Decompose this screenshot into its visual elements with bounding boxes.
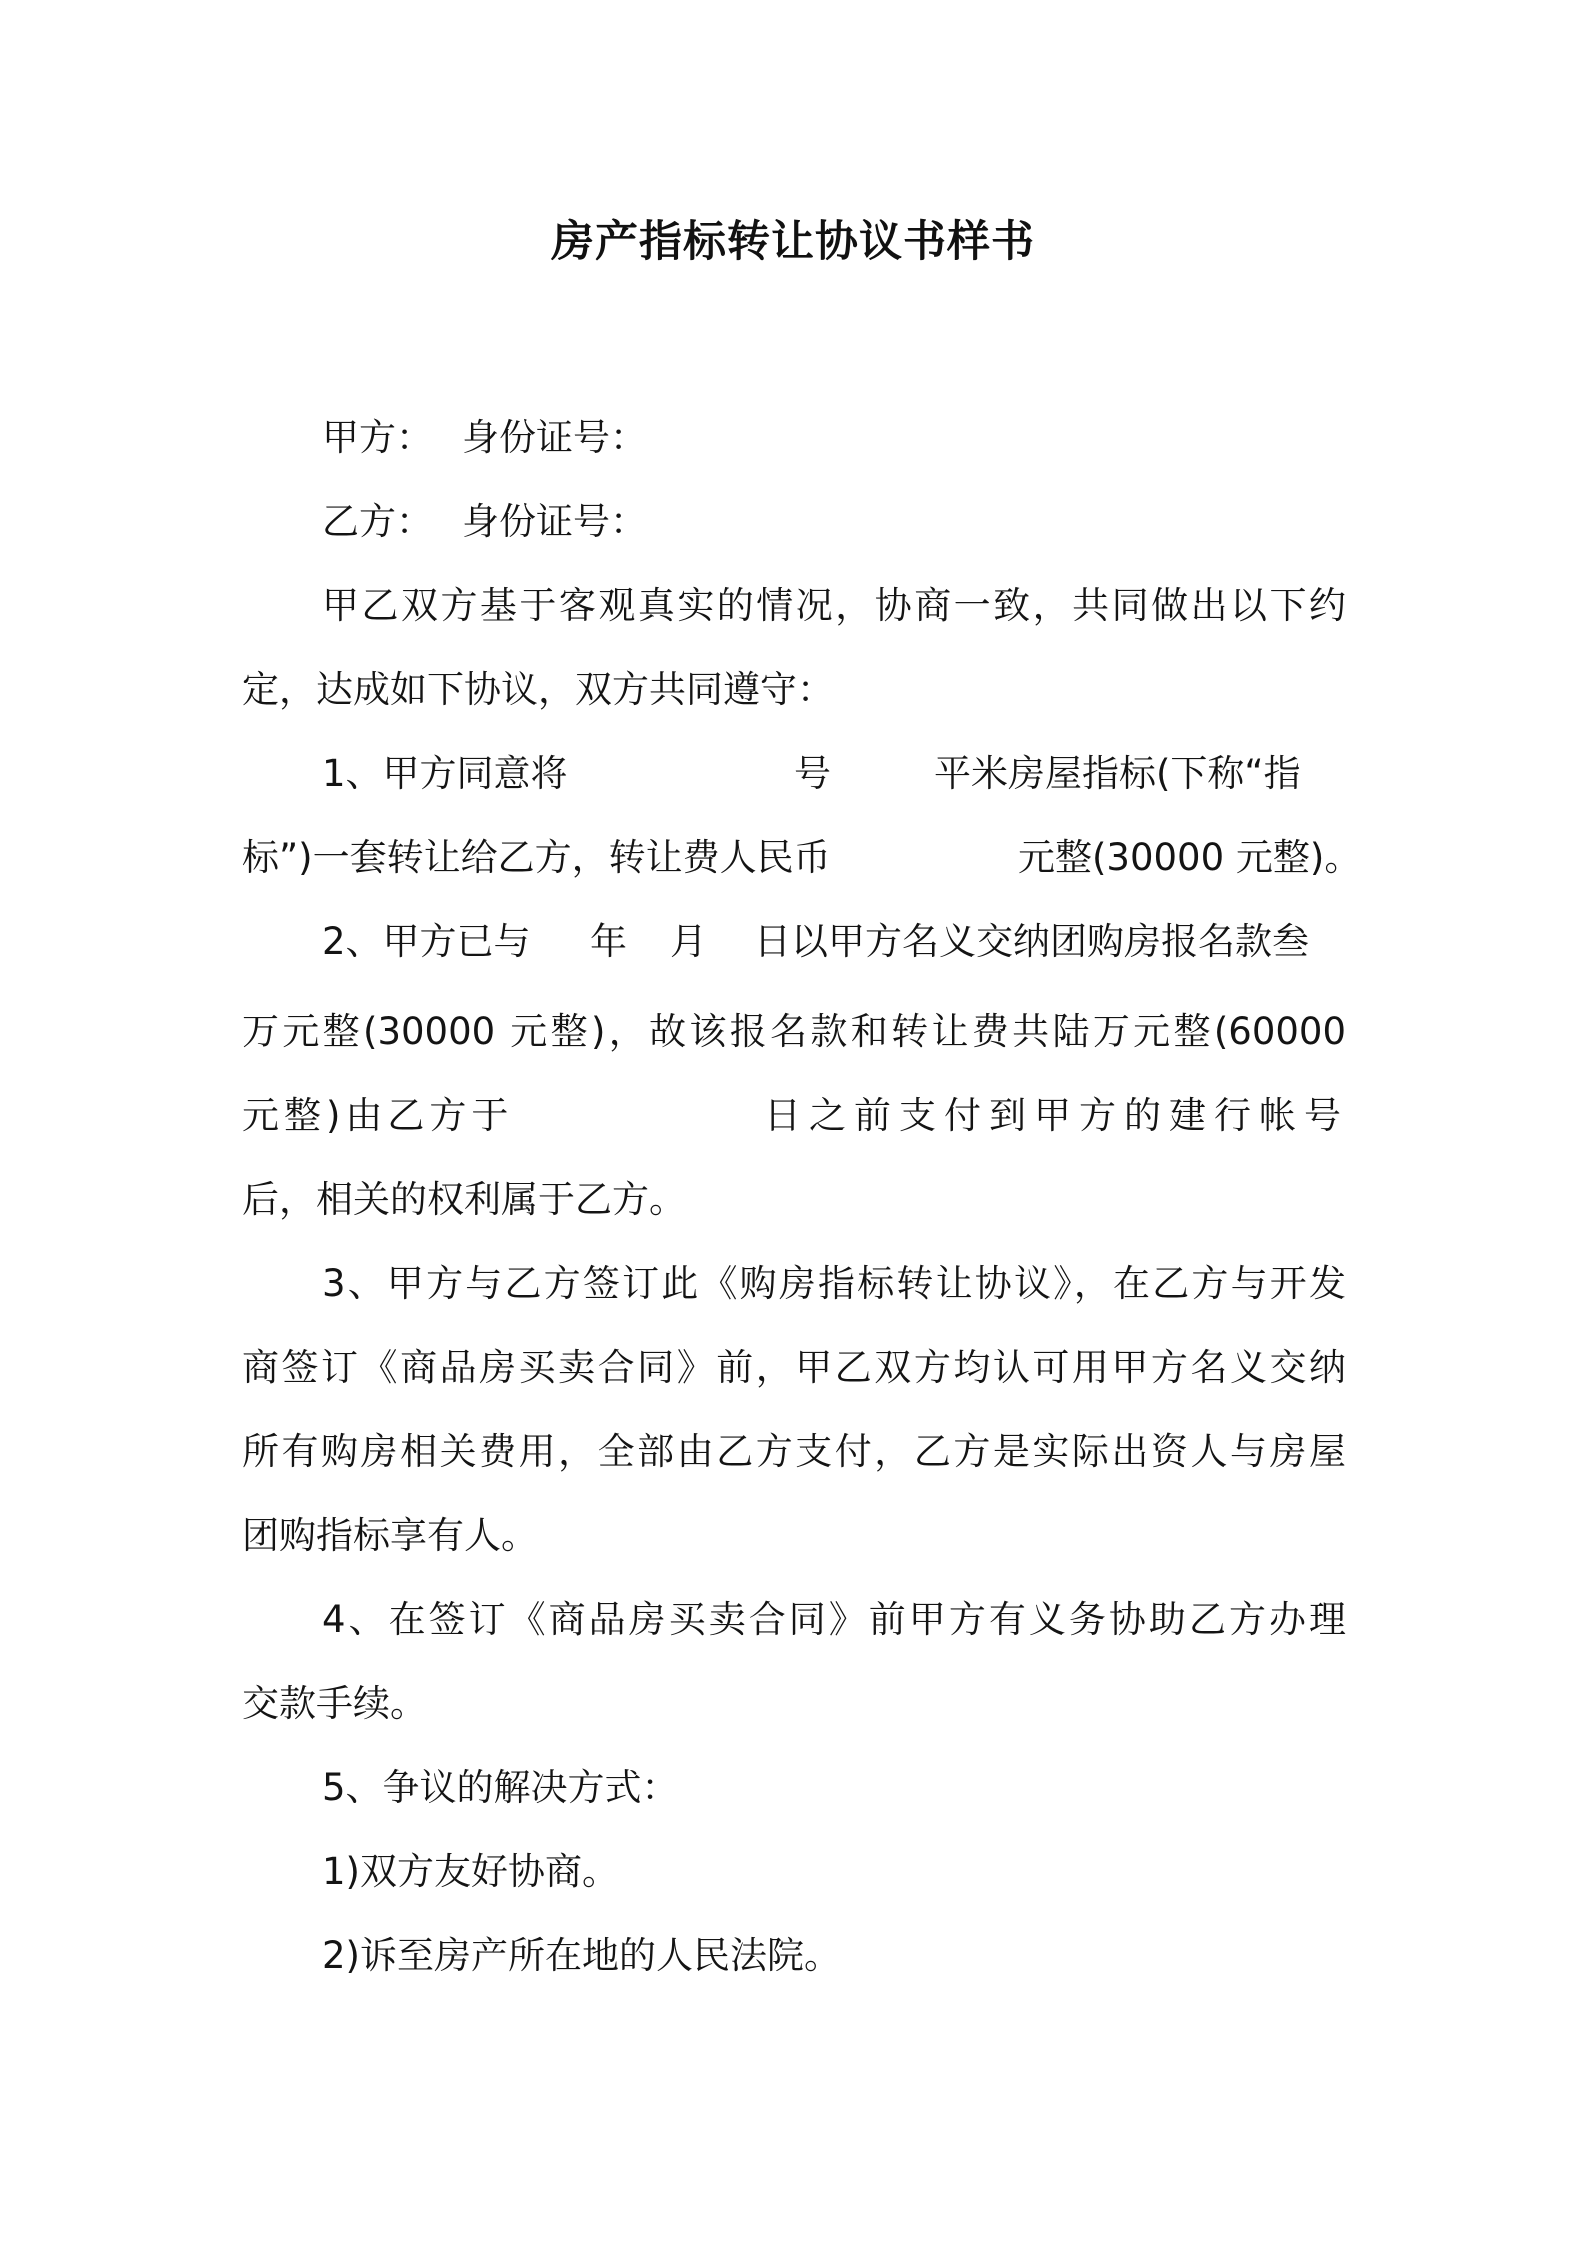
clause-2-year: 年 — [590, 920, 627, 963]
party-a-id-label: 身份证号： — [462, 416, 647, 459]
clause-2-line-4: 后，相关的权利属于乙方。 — [242, 1178, 686, 1221]
party-a-label: 甲方： — [322, 416, 433, 459]
clause-5-item-2: 2)诉至房产所在地的人民法院。 — [322, 1934, 841, 1977]
clause-1-text-a: 1、甲方同意将 — [322, 752, 568, 795]
clause-5-heading: 5、争议的解决方式： — [322, 1766, 679, 1809]
clause-2-text-a: 2、甲方已与 — [322, 920, 531, 963]
clause-3-line-3: 所有购房相关费用，全部由乙方支付，乙方是实际出资人与房屋 — [242, 1430, 1346, 1473]
clause-2-line-2: 万元整(30000 元整)，故该报名款和转让费共陆万元整(60000 — [242, 1010, 1346, 1053]
clause-5-item-1: 1)双方友好协商。 — [322, 1850, 619, 1893]
clause-2-text-rest: 日以甲方名义交纳团购房报名款叁 — [754, 920, 1309, 963]
clause-2-line-3-b: 日之前支付到甲方的建行帐号 — [764, 1094, 1349, 1137]
document-title: 房产指标转让协议书样书 — [551, 217, 1035, 267]
party-b-id-label: 身份证号： — [462, 500, 647, 543]
intro-line-1: 甲乙双方基于客观真实的情况，协商一致，共同做出以下约 — [322, 584, 1346, 627]
clause-1-text-b: 号 — [794, 752, 831, 795]
clause-4-line-1: 4、在签订《商品房买卖合同》前甲方有义务协助乙方办理 — [322, 1598, 1346, 1641]
clause-3-line-1: 3、甲方与乙方签订此《购房指标转让协议》，在乙方与开发 — [322, 1262, 1346, 1305]
clause-1-text-c: 平米房屋指标(下称“指 — [934, 752, 1301, 795]
clause-1-line-2-a: 标”)一套转让给乙方，转让费人民币 — [242, 836, 831, 879]
party-b-label: 乙方： — [322, 500, 433, 543]
intro-line-2: 定，达成如下协议，双方共同遵守： — [242, 668, 834, 711]
clause-2-month: 月 — [670, 920, 707, 963]
clause-2-line-3-a: 元整)由乙方于 — [242, 1094, 514, 1137]
clause-1-line-2-b: 元整(30000 元整)。 — [1018, 836, 1362, 879]
clause-4-line-2: 交款手续。 — [242, 1682, 427, 1725]
clause-3-line-2: 商签订《商品房买卖合同》前，甲乙双方均认可用甲方名义交纳 — [242, 1346, 1346, 1389]
clause-3-line-4: 团购指标享有人。 — [242, 1514, 538, 1557]
